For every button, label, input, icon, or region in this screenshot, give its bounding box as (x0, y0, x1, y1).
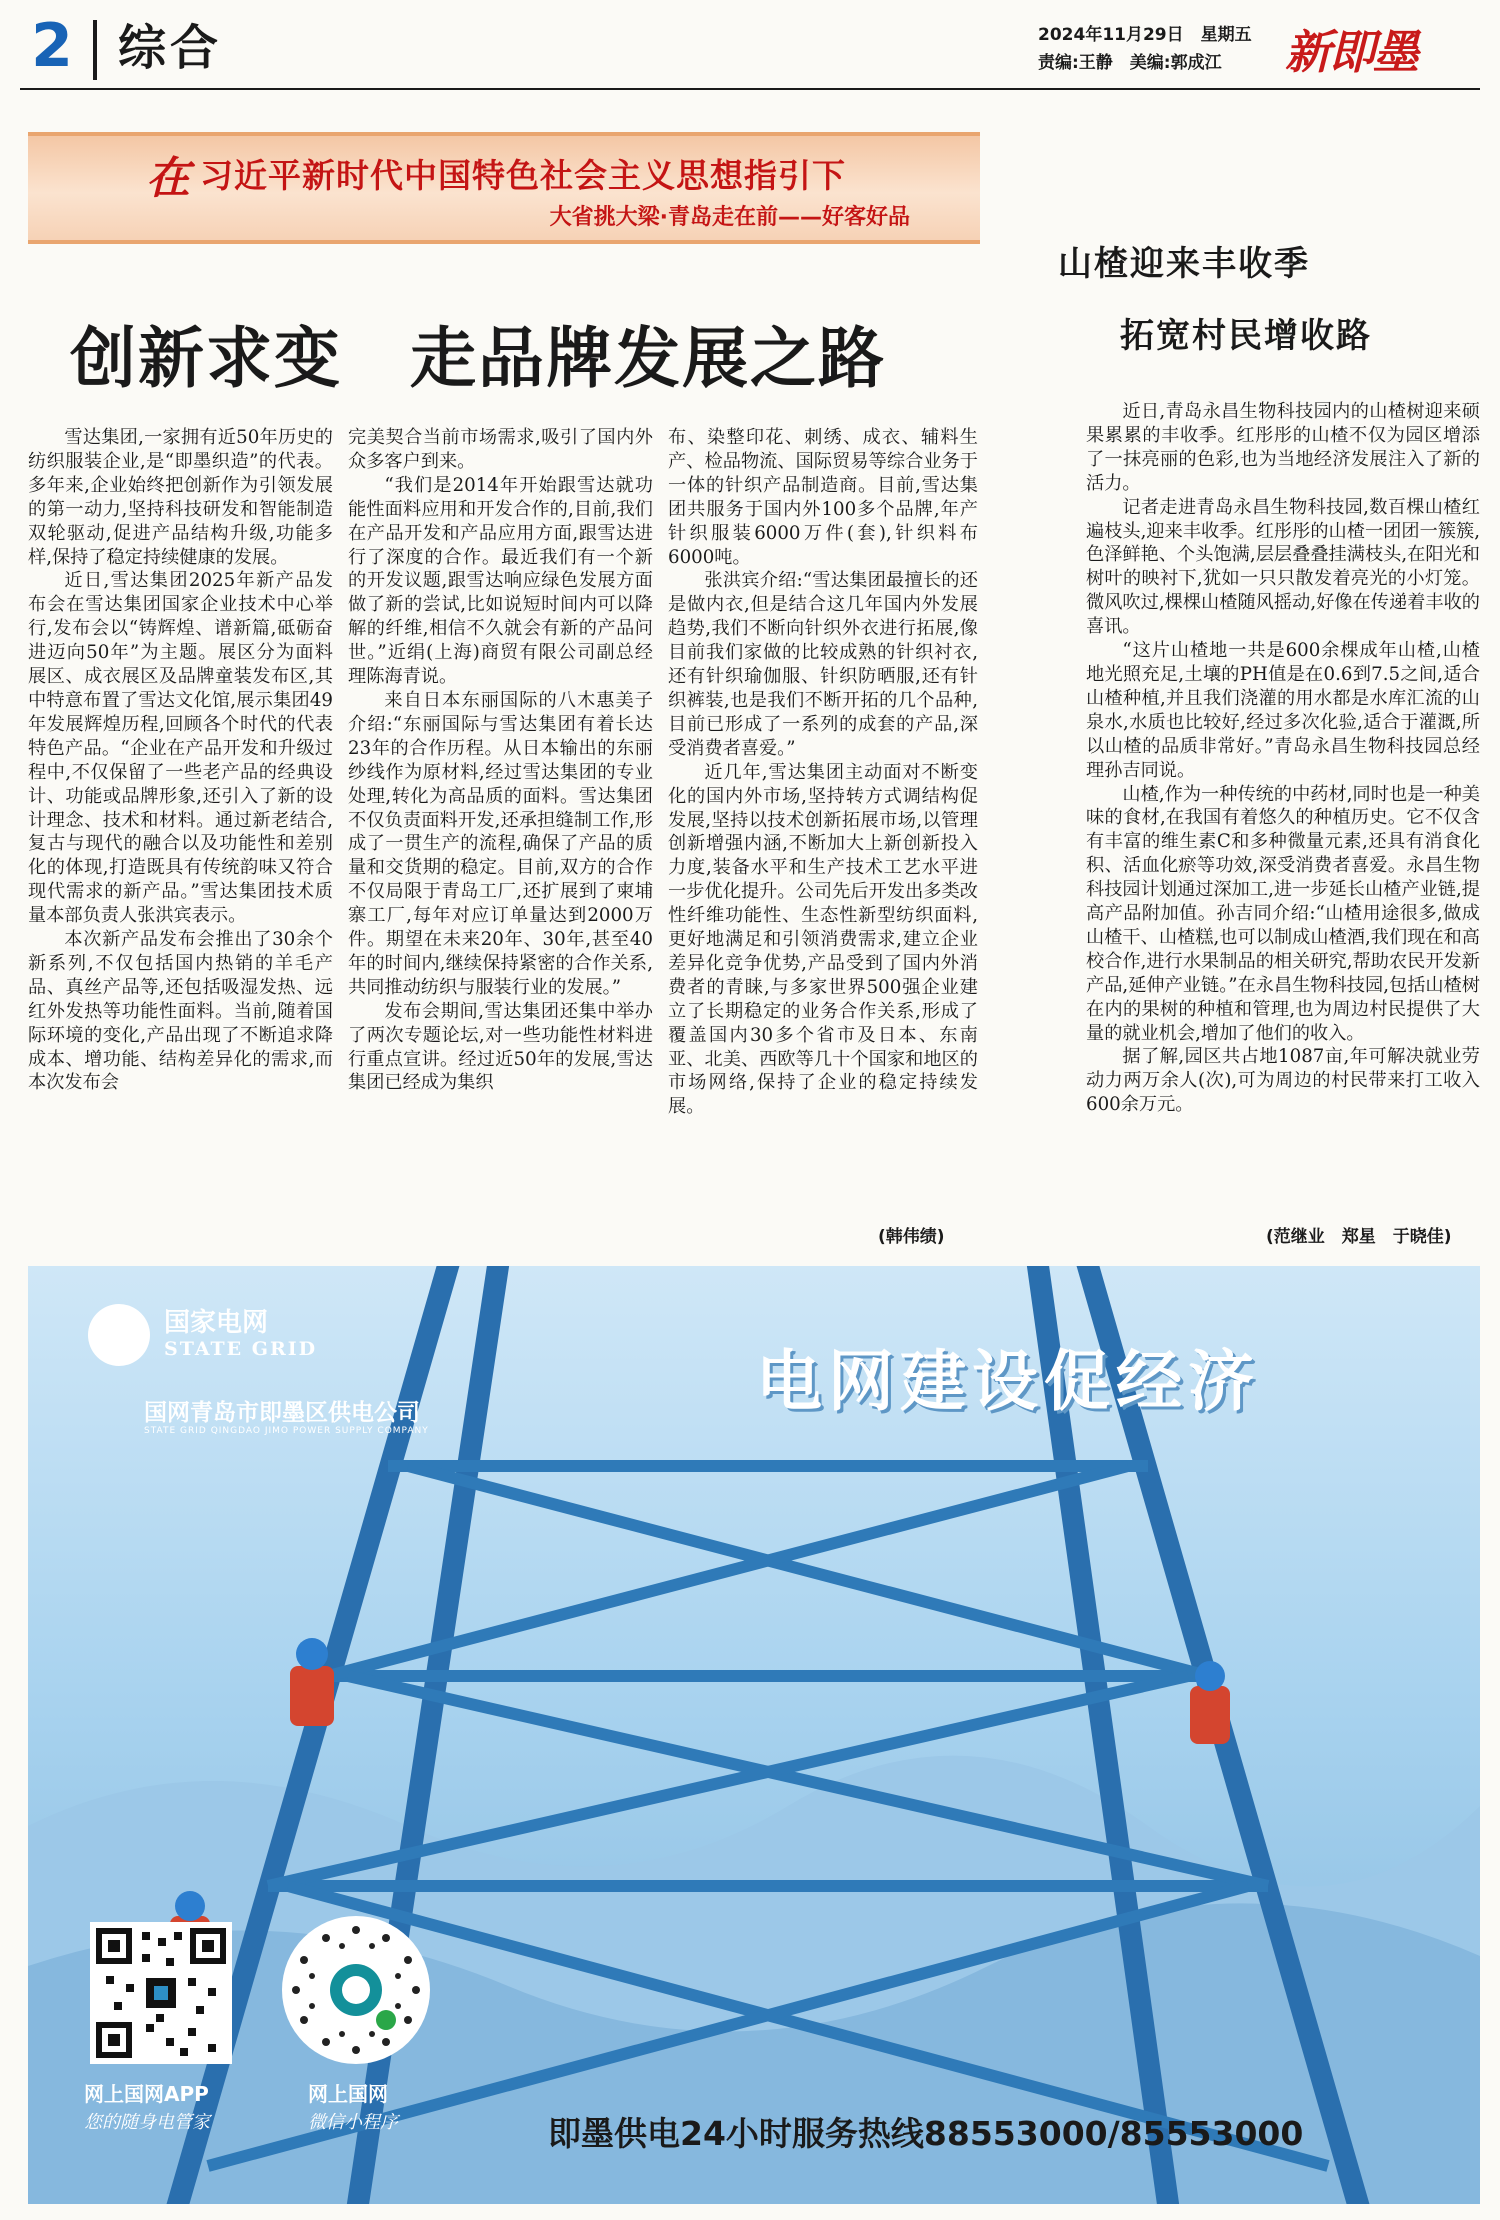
app-tagline: 您的随身电管家 (84, 2112, 210, 2133)
paragraph: 据了解,园区共占地1087亩,年可解决就业劳动力两万余人(次),可为周边的村民带来打工收入600余万元。 (1086, 1046, 1480, 1116)
ad-slogan: 电网建设促经济 (756, 1343, 1260, 1420)
paragraph: 雪达集团,一家拥有近50年历史的纺织服装企业,是“即墨织造”的代表。多年来,企业始终把创新作为引领发展的第一动力,坚持科技研发和智能制造双轮驱动,促进产品结构升级,功能多样,保持了稳定持续健康的发展。 (28, 427, 333, 568)
paragraph: 本次新产品发布会推出了30余个新系列,不仅包括国内热销的羊毛产品、真丝产品等,还包括吸湿发热、远红外发热等功能性面料。当前,随着国际环境的变化,产品出现了不断追求降成本、增功能、结构差异化的需求,而本次发布会 (28, 929, 333, 1094)
branch-name-cn: 国网青岛市即墨区供电公司 (144, 1400, 420, 1426)
paragraph: 来自日本东丽国际的八木惠美子介绍:“东丽国际与雪达集团有着长达23年的合作历程。从日本输出的东丽纱线作为原材料,经过雪达集团的专业处理,转化为高品质的面料。雪达集团不仅负责面料开发,还承担缝制工作,形成了一贯生产的流程,确保了产品的质量和交货期的稳定。目前,双方的合作不仅局限于青岛工厂,还扩展到了柬埔寨工厂,每年对应订单量达到2000万件。期望在未来20年、30年,甚至40年的时间内,继续保持紧密的合作关系,共同推动纺织与服装行业的发展。” (348, 689, 653, 998)
state-grid-advertisement (28, 1266, 1480, 2204)
state-grid-logo-icon (88, 1304, 150, 1366)
section-title: 综合 (118, 20, 223, 76)
paragraph: 布、染整印花、刺绣、成衣、辅料生产、检品物流、国际贸易等综合业务于一体的针织产品制造商。目前,雪达集团共服务于国内外100多个品牌,年产针织服装6000万件(套),针织料布6000吨。 (668, 427, 978, 568)
article-column-1 (28, 426, 333, 1095)
paragraph: 记者走进青岛永昌生物科技园,数百棵山楂红遍枝头,迎来丰收季。红彤彤的山楂一团团一簇簇,色泽鲜艳、个头饱满,层层叠叠挂满枝头,在阳光和树叶的映衬下,犹如一只只散发着亮光的小灯笼。微风吹过,棵棵山楂随风摇动,好像在传递着丰收的喜讯。 (1086, 496, 1480, 638)
paragraph: 近几年,雪达集团主动面对不断变化的国内外市场,坚持转方式调结构促发展,坚持以技术创新拓展市场,以管理创新增强内涵,不断加大上新创新投入力度,装备水平和生产技术工艺水平进一步优化提升。公司先后开发出多类改性纤维功能性、生态性新型纺织面料,更好地满足和引领消费需求,建立企业差异化竞争优势,产品受到了国内外消费者的青睐,与多家世界500强企业建立了长期稳定的业务合作关系,形成了覆盖国内30多个省市及日本、东南亚、北美、西欧等几十个国家和地区的市场网络,保持了企业的稳定持续发展。 (668, 761, 978, 1118)
article-headline: 创新求变 走品牌发展之路 (70, 320, 886, 397)
paragraph: 山楂,作为一种传统的中药材,同时也是一种美味的食材,在我国有着悠久的种植历史。它不仅含有丰富的维生素C和多种微量元素,还具有消食化积、活血化瘀等功效,深受消费者喜爱。永昌生物科技园计划通过深加工,进一步延长山楂产业链,提高产品附加值。孙吉同介绍:“山楂用途很多,做成山楂干、山楂糕,也可以制成山楂酒,我们现在和高校合作,进行水果制品的相关研究,帮助农民开发新产品,延伸产业链。”在永昌生物科技园,包括山楂树在内的果树的种植和管理,也为周边村民提供了大量的就业机会,增加了他们的收入。 (1086, 783, 1480, 1044)
header-divider (93, 20, 97, 80)
mini-program-label: 网上国网 (308, 2082, 388, 2106)
company-name-cn: 国家电网 (164, 1308, 269, 1338)
side-article-title-line2: 拓宽村民增收路 (1120, 316, 1372, 356)
editors-credit: 责编:王静 美编:郭成江 (1038, 53, 1222, 73)
paragraph: “这片山楂地一共是600余棵成年山楂,山楂地光照充足,土壤的PH值是在0.6到7.5之间,适合山楂种植,并且我们浇灌的用水都是水库汇流的山泉水,水质也比较好,经过多次化验,适合于灌溉,所以山楂的品质非常好。”青岛永昌生物科技园总经理孙吉同说。 (1086, 640, 1480, 781)
mini-program-code-icon[interactable] (282, 1916, 430, 2064)
paragraph: 张洪宾介绍:“雪达集团最擅长的还是做内衣,但是结合这几年国内外发展趋势,我们不断向针织外衣进行拓展,像目前我们家做的比较成熟的针织衬衣,还有针织瑜伽服、针织防晒服,还有针织裤装,也是我们不断开拓的几个品种,目前已形成了一系列的成套的产品,深受消费者喜爱。” (668, 570, 978, 759)
article-column-3 (668, 426, 978, 1119)
theme-banner (28, 132, 980, 244)
paragraph: “我们是2014年开始跟雪达就功能性面料应用和开发合作的,目前,我们在产品开发和产品应用方面,跟雪达进行了深度的合作。最近我们有一个新的开发议题,跟雪达响应绿色发展方面做了新的尝试,比如说短时间内可以降解的纤维,相信不久就会有新的产品问世。”近绢(上海)商贸有限公司副总经理陈海青说。 (348, 474, 653, 688)
banner-zai-glyph: 在 (146, 153, 190, 204)
app-qr-code-icon[interactable] (90, 1922, 232, 2064)
app-label: 网上国网APP (84, 2082, 209, 2106)
paragraph: 近日,雪达集团2025年新产品发布会在雪达集团国家企业技术中心举行,发布会以“铸辉煌、谱新篇,砥砺奋进迈向50年”为主题。展区分为面料展区、成衣展区及品牌童装发布区,其中特意布置了雪达文化馆,展示集团49年发展辉煌历程,回顾各个时代的代表特色产品。“企业在产品开发和升级过程中,不仅保留了一些老产品的经典设计、功能或品牌形象,还引入了新的设计理念、技术和材料。通过新老结合,复古与现代的融合以及功能性和差别化的体现,打造既具有传统韵味又符合现代需求的新产品。”雪达集团技术质量本部负责人张洪宾表示。 (28, 570, 333, 927)
side-article-title-line1: 山楂迎来丰收季 (1058, 244, 1310, 284)
banner-title: 习近平新时代中国特色社会主义思想指引下 (200, 156, 846, 195)
page-number: 2 (31, 11, 73, 81)
company-name-en: STATE GRID (164, 1338, 318, 1360)
article-column-2 (348, 426, 653, 1095)
paragraph: 近日,青岛永昌生物科技园内的山楂树迎来硕果累累的丰收季。红彤彤的山楂不仅为园区增添了一抹亮丽的色彩,也为当地经济发展注入了新的活力。 (1086, 401, 1480, 494)
banner-subtitle: 大省挑大梁·青岛走在前——好客好品 (549, 205, 910, 230)
paragraph: 发布会期间,雪达集团还集中举办了两次专题论坛,对一些功能性材料进行重点宣讲。经过近50年的发展,雪达集团已经成为集织 (348, 1000, 653, 1094)
paragraph: 完美契合当前市场需求,吸引了国内外众多客户到来。 (348, 427, 653, 472)
masthead-logo: 新即墨 (1285, 25, 1417, 79)
service-hotline: 即墨供电24小时服务热线88553000/85553000 (548, 2114, 1304, 2153)
header-rule (20, 88, 1480, 90)
mini-program-tagline: 微信小程序 (308, 2112, 398, 2133)
side-article-byline: (范继业 郑星 于晓佳) (1266, 1227, 1452, 1247)
publication-date: 2024年11月29日 星期五 (1038, 25, 1252, 45)
branch-name-en: STATE GRID QINGDAO JIMO POWER SUPPLY COMPANY (144, 1426, 429, 1436)
article-byline: (韩伟绩) (878, 1227, 945, 1247)
side-article-body (1086, 400, 1480, 1117)
